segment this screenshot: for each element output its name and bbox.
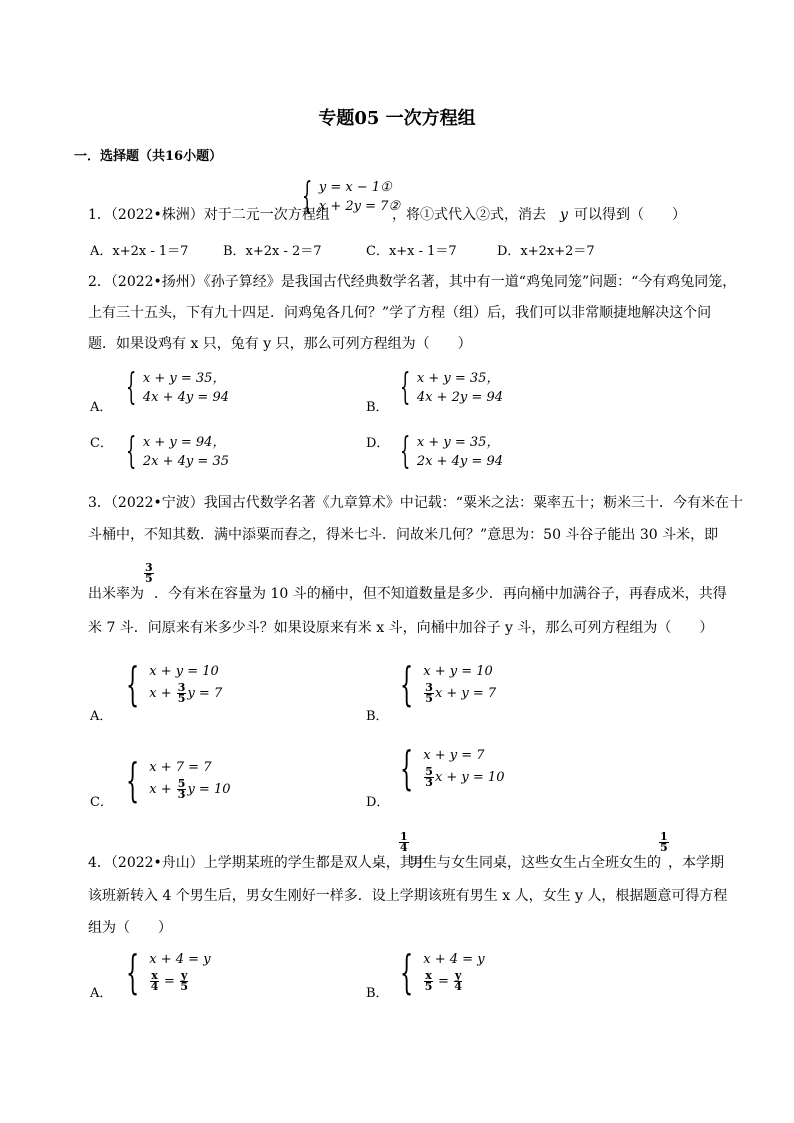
q3-a-eq1: x + y = 10 xyxy=(149,663,219,679)
q4-line1a: 4．（2022•舟山）上学期某班的学生都是双人桌，其中 xyxy=(88,855,428,871)
q4-b-num2: y xyxy=(455,968,462,982)
q4-frac1-num: 1 xyxy=(400,830,408,843)
q4-fraction-1 xyxy=(398,832,410,853)
q3-a-num: 3 xyxy=(177,680,186,694)
q3-d-eq2 xyxy=(423,765,504,791)
q4-b-eq1: x + 4 = y xyxy=(423,951,485,967)
q4-frac2-den: 5 xyxy=(660,841,668,854)
q3-line2: 斗桶中，不知其数．满中添粟而舂之，得米七斗．问故米几何？”意思为：50 斗谷子能出 30 斗米，即 xyxy=(88,527,719,543)
q2-line2: 上有三十五头，下有九十四足．问鸡兔各几何？”学了方程（组）后，我们可以非常顺捷地解决这个问 xyxy=(88,305,712,321)
q3-d-num: 5 xyxy=(425,764,433,778)
q3-line1: 3．（2022•宁波）我国古代数学名著《九章算术》中记载：“粟米之法：粟率五十；粝米三十．今有米在十 xyxy=(88,495,743,511)
q4-fraction-2 xyxy=(658,832,670,853)
q2-b-label: B． xyxy=(366,400,389,415)
q2-c-label: C． xyxy=(90,436,113,451)
q3-b-label: B． xyxy=(366,709,389,724)
q3-fraction xyxy=(143,563,155,584)
q3-b-eq2 xyxy=(423,681,496,707)
brace-icon: { xyxy=(126,945,140,999)
q3-d-label: D． xyxy=(366,795,390,810)
q1-option-a: A．x+2x - 1＝7 xyxy=(90,244,189,259)
q4-frac1-den: 4 xyxy=(400,841,408,854)
q3-a-den: 5 xyxy=(177,691,186,705)
q4-frac2-num: 1 xyxy=(660,830,668,843)
q3-line4: 米 7 斗．问原来有米多少斗？如果设原来有米 x 斗，向桶中加谷子 y 斗，那么可列方程组为（ ） xyxy=(88,620,714,636)
q3-line3a: 出米率为 xyxy=(88,586,144,602)
brace-icon: { xyxy=(400,657,414,711)
q2-c-eq1: x + y = 94， xyxy=(142,435,226,450)
brace-icon: { xyxy=(302,176,313,217)
q3-a-label: A． xyxy=(90,709,113,724)
q1-prefix: 1．（2022•株洲）对于二元一次方程组 xyxy=(88,207,330,223)
brace-icon: { xyxy=(126,657,140,711)
page-title: 专题05 一次方程组 xyxy=(318,108,476,129)
q2-b-system xyxy=(400,369,503,407)
q3-line3b: ．今有米在容量为 10 斗的桶中，但不知道数量是多少．再向桶中加满谷子，再舂成米，共得 xyxy=(154,586,727,602)
q4-a-num2: y xyxy=(181,968,188,982)
q2-a-label: A． xyxy=(90,400,113,415)
q3-a-eq2 xyxy=(149,681,222,707)
q1-suffix2: 可以得到（ ） xyxy=(574,207,686,223)
section-heading: 一．选择题（共16小题） xyxy=(74,149,223,164)
q1-option-c: C．x+x - 1＝7 xyxy=(366,244,457,259)
q2-d-eq2: 2x + 4y = 94 xyxy=(416,454,503,469)
q1-eq1: y = x − 1① xyxy=(318,180,392,195)
q3-frac-den: 5 xyxy=(145,572,153,585)
q4-b-eq2: $\frac{x}{5}$ = $\frac{y}{4}$ xyxy=(424,968,463,993)
q4-b-den2: 4 xyxy=(454,979,463,993)
q1-system xyxy=(302,178,400,216)
q4-a-num1: x xyxy=(151,968,158,982)
q4-line2: 该班新转入 4 个男生后，男女生刚好一样多．设上学期该班有男生 x 人，女生 y 人，根据题意可得方程 xyxy=(88,888,728,904)
q2-a-system xyxy=(126,369,229,407)
brace-icon: { xyxy=(126,431,137,472)
q3-d-den: 3 xyxy=(425,775,433,789)
q4-line1b: 男生与女生同桌，这些女生占全班女生的 xyxy=(409,855,661,871)
q3-c-label: C． xyxy=(90,795,113,810)
q3-frac-num: 3 xyxy=(145,561,153,574)
q2-c-system xyxy=(126,433,229,471)
q4-a-eq1: x + 4 = y xyxy=(149,951,211,967)
q3-b-eq2-part2: x + y = 7 xyxy=(434,685,497,701)
q2-b-eq1: x + y = 35， xyxy=(416,371,500,386)
brace-icon: { xyxy=(400,741,414,795)
q3-b-den: 5 xyxy=(425,691,433,705)
q3-a-eq2-part2: y = 7 xyxy=(187,685,223,701)
q1-var: y xyxy=(560,207,568,223)
q2-d-system xyxy=(400,433,503,471)
q3-b-system xyxy=(400,657,497,711)
brace-icon: { xyxy=(126,367,137,408)
q1-suffix: ，将①式代入②式，消去 xyxy=(392,207,546,223)
q4-a-den1: 4 xyxy=(150,979,159,993)
q3-c-den: 3 xyxy=(177,787,186,801)
q4-b-system xyxy=(400,945,485,999)
q4-line1c: ，本学期 xyxy=(668,855,724,871)
q4-a-system xyxy=(126,945,211,999)
brace-icon: { xyxy=(400,431,411,472)
q2-line3: 题．如果设鸡有 x 只，兔有 y 只，那么可列方程组为（ ） xyxy=(88,336,472,352)
q3-c-system xyxy=(126,753,231,807)
q3-d-eq2-part2: x + y = 10 xyxy=(434,769,505,785)
q2-b-eq2: 4x + 2y = 94 xyxy=(416,390,503,405)
q4-b-label: B． xyxy=(366,986,389,1001)
q2-a-eq2: 4x + 4y = 94 xyxy=(142,390,229,405)
q3-c-eq2 xyxy=(149,777,230,803)
q2-line1: 2．（2022•扬州）《孙子算经》是我国古代经典数学名著，其中有一道“鸡兔同笼”问题：“今有鸡兔同笼， xyxy=(88,274,737,290)
q3-b-num: 3 xyxy=(425,680,433,694)
q4-b-den1: 5 xyxy=(424,979,433,993)
q4-line3: 组为（ ） xyxy=(88,920,172,936)
q3-d-eq1: x + y = 7 xyxy=(423,747,485,763)
q3-b-eq1: x + y = 10 xyxy=(423,663,493,679)
brace-icon: { xyxy=(400,945,414,999)
q3-c-eq1: x + 7 = 7 xyxy=(149,759,212,775)
q4-a-eq2: $\frac{x}{4}$ = $\frac{y}{5}$ xyxy=(150,968,189,993)
q4-a-den2: 5 xyxy=(180,979,189,993)
q3-c-eq2-part2: y = 10 xyxy=(187,781,231,797)
q3-c-num: 5 xyxy=(177,776,186,790)
brace-icon: { xyxy=(126,753,140,807)
q4-a-label: A． xyxy=(90,986,113,1001)
q3-c-eq2-part1: x + xyxy=(149,781,176,797)
q4-b-num1: x xyxy=(425,968,432,982)
q3-d-system xyxy=(400,741,505,795)
brace-icon: { xyxy=(400,367,411,408)
q1-eq2: x + 2y = 7② xyxy=(318,199,401,214)
q3-a-system xyxy=(126,657,223,711)
q1-option-d: D．x+2x+2＝7 xyxy=(497,244,595,259)
q3-a-eq2-part1: x + xyxy=(149,685,176,701)
q2-d-eq1: x + y = 35， xyxy=(416,435,500,450)
q2-d-label: D． xyxy=(366,436,390,451)
q2-a-eq1: x + y = 35， xyxy=(142,371,226,386)
q2-c-eq2: 2x + 4y = 35 xyxy=(142,454,229,469)
q1-option-b: B．x+2x - 2＝7 xyxy=(223,244,322,259)
